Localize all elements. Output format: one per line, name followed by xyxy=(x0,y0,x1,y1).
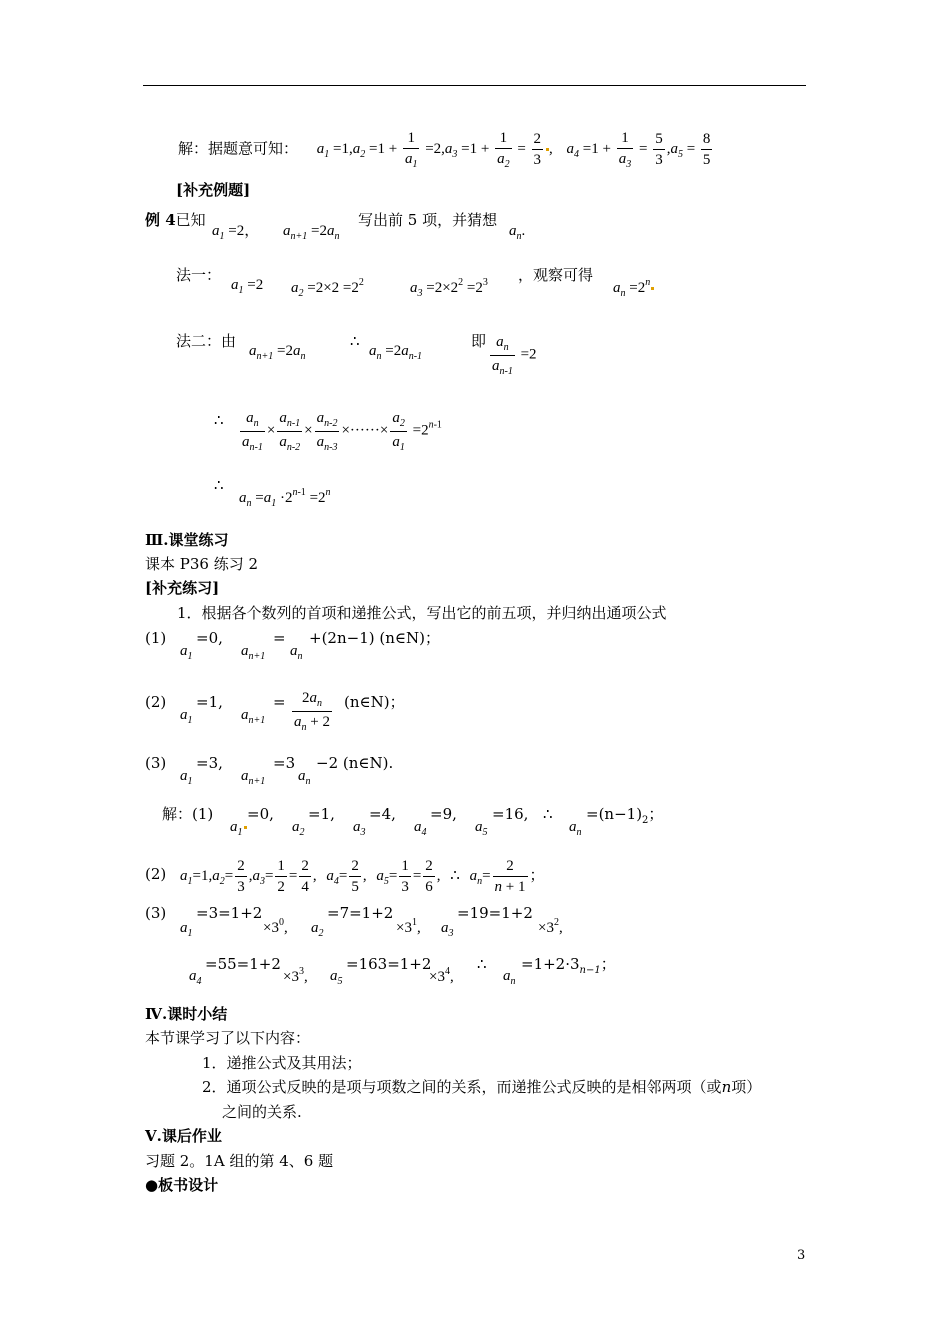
sol3-a4: $a_4$ xyxy=(189,968,202,987)
method2-ratio: $\frac{a_n}{a_{n-1}}$ =2 xyxy=(492,334,537,377)
section4-item2n: n xyxy=(721,1078,732,1096)
section5-heading: Ⅴ.课后作业 xyxy=(145,1127,222,1145)
sol3-p5: $\times 3^4$, xyxy=(429,966,454,985)
example4-target: $a_n$. xyxy=(509,223,526,242)
method1-eq3: $a_3 =2\times 2^2 =2^3$ xyxy=(410,277,488,299)
section4-heading: Ⅳ.课时小结 xyxy=(145,1005,228,1023)
method1-label: 法一： xyxy=(176,266,222,284)
method2-eq1: $a_{n+1} =2a_n$ xyxy=(249,343,306,362)
p2-num: (2) xyxy=(145,693,167,711)
section5-line1: 习题 2。1A 组的第 4、6 题 xyxy=(145,1152,334,1170)
sol3-p4: $\times 3^3$, xyxy=(283,966,308,985)
p1-t2: = xyxy=(273,629,286,647)
sol3-gen xyxy=(521,957,616,976)
example4-text1: 已知 xyxy=(175,211,206,229)
sol1-a4: $a_4$ xyxy=(414,819,427,838)
p3-t1: =3, xyxy=(196,754,223,772)
section3-supplement: [补充练习] xyxy=(145,579,220,597)
method1-eq1: $a_1 =2$ xyxy=(231,277,264,296)
section3-q1: 1．根据各个数列的首项和递推公式，写出它的前五项，并归纳出通项公式 xyxy=(177,604,667,622)
section4-item2b: 项） xyxy=(731,1078,762,1096)
p2-t1: =1, xyxy=(196,693,223,711)
example4-cond1: $a_1 =2$， xyxy=(212,223,260,242)
p1-an1: $a_{n+1}$ xyxy=(241,643,266,662)
section3-line1: 课本 P36 练习 2 xyxy=(145,555,259,573)
p1-a1: $a_1$ xyxy=(180,643,193,662)
sol1-v3: =4, xyxy=(369,805,396,823)
p1-num: (1) xyxy=(145,629,167,647)
sol1-a5: $a_5$ xyxy=(475,819,488,838)
p3-an: $a_n$ xyxy=(298,768,311,787)
method2-ji: 即 xyxy=(471,332,487,350)
p3-an1: $a_{n+1}$ xyxy=(241,768,266,787)
supplement-example-heading: [补充例题] xyxy=(176,181,251,199)
sol1-therefore: ∴ xyxy=(543,805,553,823)
section5-board: ●板书设计 xyxy=(145,1176,219,1194)
sol2-num: (2) xyxy=(145,865,167,883)
sol1-lead: 解：(1) xyxy=(162,805,214,823)
sol1-an: $a_n$ xyxy=(569,819,582,838)
method1-result: $a_n =2^n$ xyxy=(613,278,654,299)
example4-cond2: $a_{n+1} =2a_n$ xyxy=(283,223,340,242)
p2-a1: $a_1$ xyxy=(180,707,193,726)
section4-item2a: 2．通项公式反映的是项与项数之间的关系，而递推公式反映的是相邻两项（或 xyxy=(202,1078,722,1096)
sol1-v1: =0, xyxy=(247,805,274,823)
sol3-v5: =163=1+2 xyxy=(346,955,432,973)
section4-item2 xyxy=(202,1080,761,1095)
p2-t2: = xyxy=(273,693,286,711)
section4-item1: 1．递推公式及其用法； xyxy=(202,1054,362,1072)
p3-t2: =3 xyxy=(273,754,296,772)
sol3-p1: $\times 3^0$, xyxy=(263,917,288,936)
sol3-an: $a_n$ xyxy=(503,968,516,987)
sol3-a2: $a_2$ xyxy=(311,920,324,939)
sol1-gen xyxy=(586,807,663,826)
p1-t1: =0, xyxy=(196,629,223,647)
sol3-gen-exp: n−1 xyxy=(579,965,601,976)
method1-eq2: $a_2 =2\times 2 =2^2$ xyxy=(291,277,364,299)
sol3-end: ； xyxy=(600,955,616,973)
sol3-therefore: ∴ xyxy=(477,955,487,973)
sol3-v4: =55=1+2 xyxy=(205,955,281,973)
method2-therefore-3: ∴ xyxy=(214,476,224,494)
section4-item2c: 之间的关系. xyxy=(222,1103,302,1121)
sol3-a3: $a_3$ xyxy=(441,920,454,939)
p1-an: $a_n$ xyxy=(290,643,303,662)
method2-therefore-2: ∴ xyxy=(214,411,224,429)
example4 xyxy=(145,213,206,228)
p3-a1: $a_1$ xyxy=(180,768,193,787)
sol2-terms: $a_1=1,a_2=$ $\frac{2}{3}$ $,a_3=$ $\frac{1}{2}$ = $\frac{2}{4}$ , $a_4=$ $\frac{2}{5}$ , $a_5=$ $\frac{1}{3}$ = $\frac{2}{6}$ , ∴ $a_n=$ $\frac{2}{n + 1}$ ； xyxy=(180,856,545,898)
sol1-a3: $a_3$ xyxy=(353,819,366,838)
header-rule xyxy=(143,85,806,86)
sol1-v2: =1, xyxy=(308,805,335,823)
sol3-v1: =3=1+2 xyxy=(196,904,263,922)
method2-therefore-1: ∴ xyxy=(350,332,360,350)
method2-eq2: $a_n =2a_{n-1}$ xyxy=(369,343,423,362)
p2-frac: $\frac{2a_n}{a_n + 2}$ xyxy=(294,690,330,733)
sol1-gen-exp: 2 xyxy=(642,815,649,826)
solution-lead: 解：据题意可知： xyxy=(178,139,299,158)
section3-heading: Ⅲ.课堂练习 xyxy=(145,531,229,549)
example4-text2: 写出前 5 项，并猜想 xyxy=(358,211,498,229)
sol1-a1: $a_1$ xyxy=(230,820,247,838)
section4-intro: 本节课学习了以下内容： xyxy=(145,1029,311,1047)
solution-terms: $a_1 =1,a_2 =1$ + $\frac{1}{a_1}$ $=2,a_3 =1$ + $\frac{1}{a_2}$ = $\frac{2}{3}$ , $a_4 =1$ + $\frac{1}{a_3}$ = $\frac{5}{3}$ $,a_5$ = $\frac{8}{5}$ xyxy=(316,130,711,171)
p2-t3: (n∈N)； xyxy=(344,693,405,711)
sol3-a1: $a_1$ xyxy=(180,920,193,939)
method2-final: $a_n =a_1 \cdot 2^{n-1} =2^n$ xyxy=(239,487,331,509)
sol1-v4: =9, xyxy=(430,805,457,823)
p3-t3: −2 (n∈N). xyxy=(316,754,394,772)
sol3-v3: =19=1+2 xyxy=(457,904,533,922)
example3-solution xyxy=(178,128,714,172)
page-number: 3 xyxy=(797,1248,806,1263)
method2-label: 法二：由 xyxy=(176,332,237,350)
sol1-v5: =16, xyxy=(492,805,529,823)
sol3-a5: $a_5$ xyxy=(330,968,343,987)
method1-observe: ，观察可得 xyxy=(518,266,594,284)
sol1-end: ； xyxy=(648,805,664,823)
sol1-gen-text: =(n−1) xyxy=(586,805,643,823)
sol1-a2: $a_2$ xyxy=(292,819,305,838)
sol3-p3: $\times 3^2$, xyxy=(538,917,563,936)
example4-label: 例 4 xyxy=(145,211,176,229)
method2-product: $\frac{a_n}{a_{n-1}}$ × $\frac{a_{n-1}}{a_{n-2}}$ × $\frac{a_{n-2}}{a_{n-3}}$ ×······× $\frac{a_2}{a_1}$ $=2^{n-1}$ xyxy=(242,410,442,453)
p2-an1: $a_{n+1}$ xyxy=(241,707,266,726)
sol3-gen-text: =1+2·3 xyxy=(521,955,580,973)
p3-num: (3) xyxy=(145,754,167,772)
sol3-v2: =7=1+2 xyxy=(327,904,394,922)
sol3-num: (3) xyxy=(145,904,167,922)
sol3-p2: $\times 3^1$, xyxy=(396,917,421,936)
p1-t3: +(2n−1) (n∈N)； xyxy=(309,629,440,647)
